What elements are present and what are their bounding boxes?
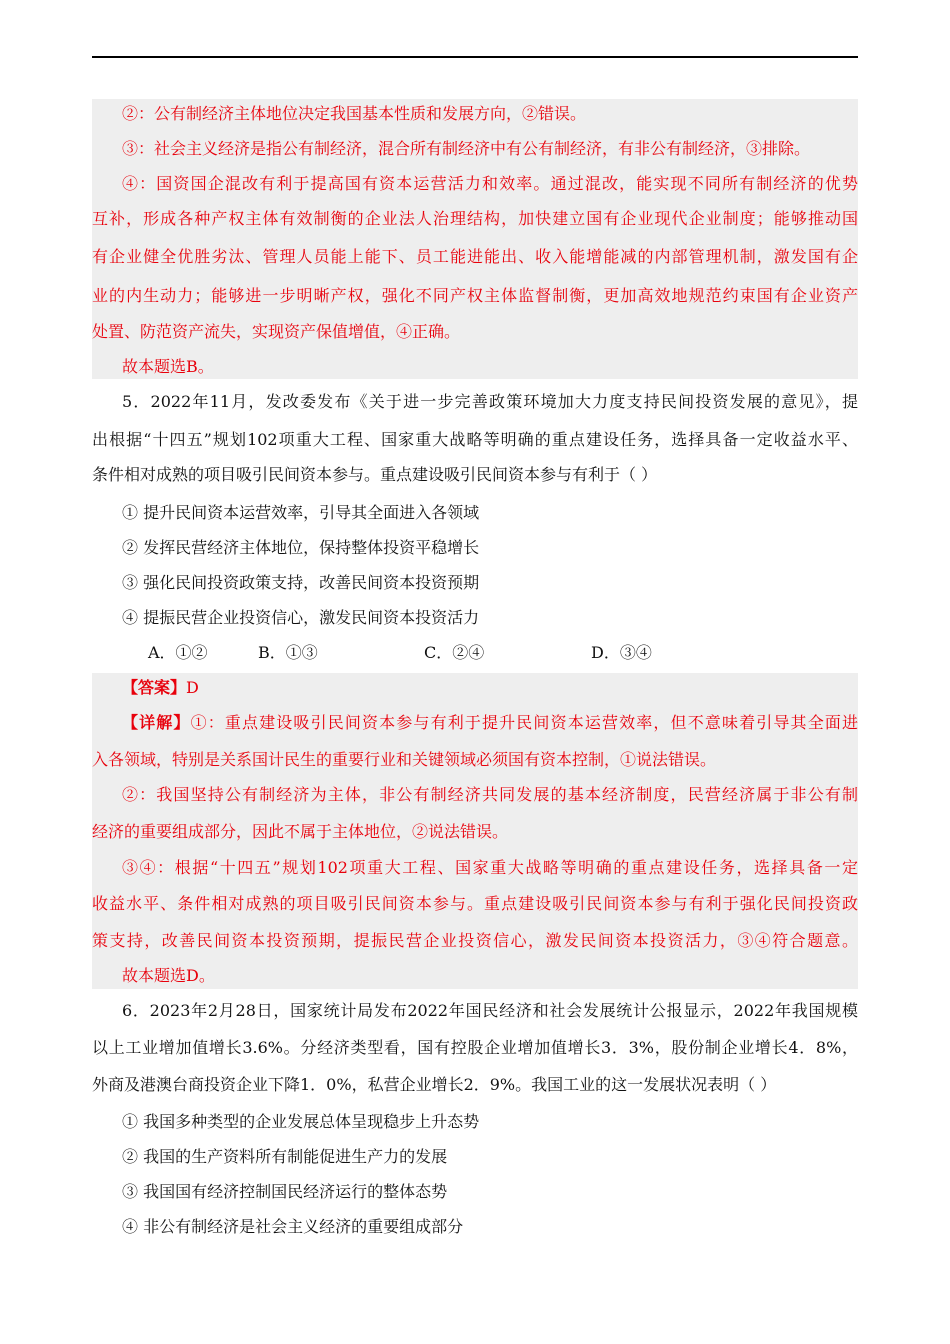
question-6-stem: 外商及港澳台商投资企业下降1．0%，私营企业增长2．9%。我国工业的这一发展状况表明（ ） [92,1075,777,1094]
question-6-item: ② 我国的生产资料所有制能促进生产力的发展 [122,1147,448,1166]
question-5-item: ① 提升民间资本运营效率，引导其全面进入各领域 [122,503,480,522]
analysis-line: 处置、防范资产流失，实现资产保值增值，④正确。 [92,322,461,341]
answer-label: 【答案】 [122,678,187,697]
analysis-line: 互补，形成各种产权主体有效制衡的企业法人治理结构，加快建立国有企业现代企业制度；能够推动国 [92,209,858,228]
question-6-stem: 6．2023年2月28日，国家统计局发布2022年国民经济和社会发展统计公报显示，2022年我国规模 [122,1001,858,1020]
detail-line: ③④：根据“十四五”规划102项重大工程、国家重大战略等明确的重点建设任务，选择具备一定 [122,858,858,877]
question-6-item: ④ 非公有制经济是社会主义经济的重要组成部分 [122,1217,464,1236]
question-5-item: ② 发挥民营经济主体地位，保持整体投资平稳增长 [122,538,480,557]
analysis-line: 业的内生动力；能够进一步明晰产权，强化不同产权主体监督制衡，更加高效地规范约束国有企业资产 [92,286,858,305]
analysis-conclusion: 故本题选B。 [122,357,214,376]
answer-value: D [186,678,199,697]
detail-line: 收益水平、条件相对成熟的项目吸引民间资本参与。重点建设吸引民间资本参与有利于强化民间投资政 [92,894,858,913]
option-d: D．③④ [591,643,652,662]
detail-line: 策支持，改善民间资本投资预期，提振民营企业投资信心，激发民间资本投资活力，③④符合题意。 [92,931,858,950]
option-a: A．①② [148,643,208,662]
answer-line [122,676,858,700]
detail-line: 经济的重要组成部分，因此不属于主体地位，②说法错误。 [92,822,509,841]
analysis-line: ③：社会主义经济是指公有制经济，混合所有制经济中有公有制经济，有非公有制经济，③排除。 [122,139,811,158]
question-6-item: ③ 我国国有经济控制国民经济运行的整体态势 [122,1182,448,1201]
question-5-stem: 条件相对成熟的项目吸引民间资本参与。重点建设吸引民间资本参与有利于（ ） [92,465,658,484]
detail-text: ①：重点建设吸引民间资本参与有利于提升民间资本运营效率，但不意味着引导其全面进 [190,713,858,732]
question-5-stem: 5．2022年11月，发改委发布《关于进一步完善政策环境加大力度支持民间投资发展的意见》，提 [122,392,858,411]
question-5-stem: 出根据“十四五”规划102项重大工程、国家重大战略等明确的重点建设任务，选择具备一定收益水平、 [92,430,858,449]
analysis-line: ④：国资国企混改有利于提高国有资本运营活力和效率。通过混改，能实现不同所有制经济的优势 [122,174,858,193]
analysis-line: ②：公有制经济主体地位决定我国基本性质和发展方向，②错误。 [122,104,587,123]
detail-conclusion: 故本题选D。 [122,966,215,985]
header-rule [92,56,858,58]
option-b: B．①③ [258,643,318,662]
detail-line [122,711,858,735]
analysis-line: 有企业健全优胜劣汰、管理人员能上能下、员工能进能出、收入能增能减的内部管理机制，激发国有企 [92,247,858,266]
question-5-item: ③ 强化民间投资政策支持，改善民间资本投资预期 [122,573,480,592]
question-6-stem: 以上工业增加值增长3.6%。分经济类型看，国有控股企业增加值增长3．3%，股份制企业增长4．8%， [92,1038,858,1057]
option-c: C．②④ [424,643,485,662]
detail-label: 【详解】 [122,713,191,732]
detail-line: ②：我国坚持公有制经济为主体，非公有制经济共同发展的基本经济制度，民营经济属于非公有制 [122,785,858,804]
detail-line: 入各领域，特别是关系国计民生的重要行业和关键领域必须国有资本控制，①说法错误。 [92,750,717,769]
question-5-item: ④ 提振民营企业投资信心，激发民间资本投资活力 [122,608,480,627]
question-6-item: ① 我国多种类型的企业发展总体呈现稳步上升态势 [122,1112,480,1131]
